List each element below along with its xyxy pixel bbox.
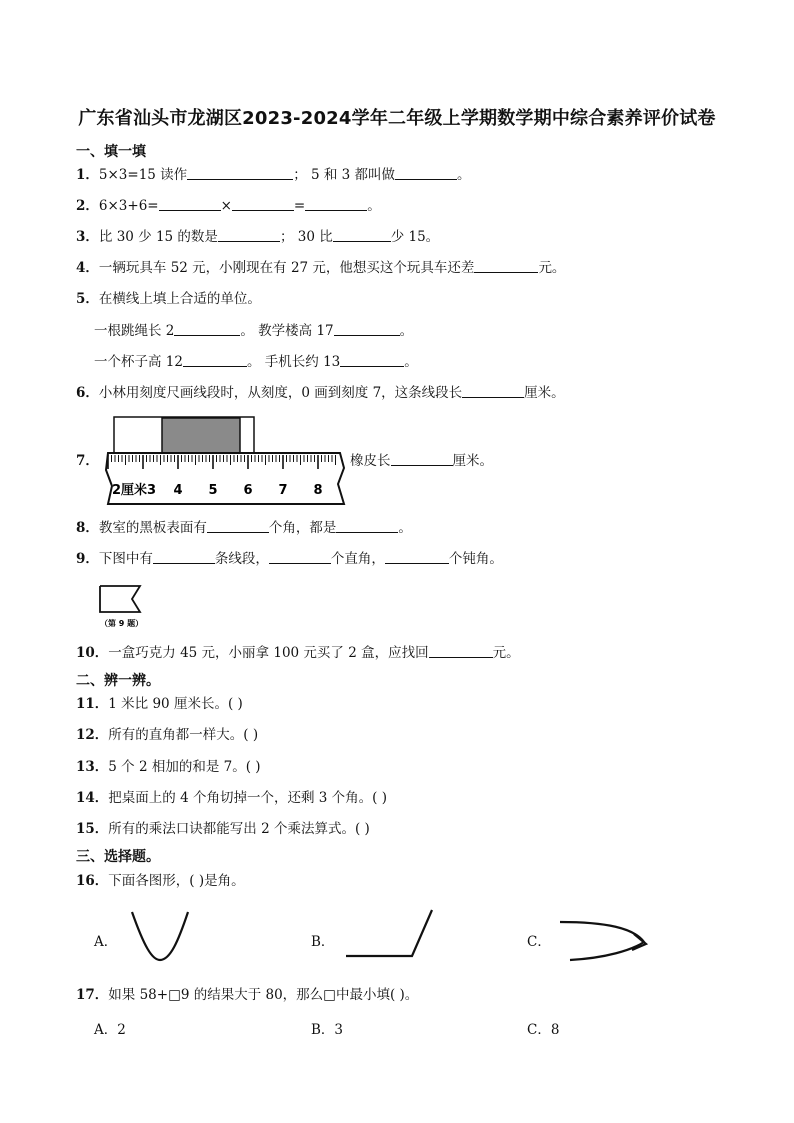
section-heading-judge: 二、辨一辨。 (76, 673, 160, 689)
question-11 (76, 695, 243, 713)
answer-blank[interactable] (269, 550, 331, 564)
question-text: 。 (404, 354, 418, 370)
question-text: 下图中有 (98, 551, 153, 567)
question-text: 个角，都是 (268, 520, 337, 536)
answer-blank[interactable] (207, 519, 269, 533)
answer-blank[interactable] (183, 353, 247, 367)
question-5-row-1 (94, 322, 413, 340)
answer-blank[interactable] (385, 550, 449, 564)
question-number: 7． (76, 453, 99, 469)
question-text: ； 30 比 (279, 229, 333, 245)
section-heading-choice: 三、选择题。 (76, 849, 160, 865)
question-text: 一个杯子高 12 (94, 354, 183, 370)
question-text: 元。 (492, 645, 520, 661)
question-number: 12． (76, 727, 109, 743)
question-17 (76, 986, 418, 1004)
question-text: 。 教学楼高 17 (240, 323, 334, 339)
question-text: 1 米比 90 厘米长。( ) (108, 696, 243, 712)
question-15 (76, 820, 370, 838)
question-5-row-2 (94, 353, 418, 371)
question-number: 6． (76, 385, 99, 401)
question-3 (76, 228, 439, 246)
question-text: 。 手机长约 13 (246, 354, 341, 370)
question-text: 少 15。 (390, 229, 440, 245)
question-number: 15． (76, 821, 109, 837)
answer-blank[interactable] (232, 197, 294, 211)
option-c-arrow-shape (556, 910, 656, 970)
u-curve (132, 912, 188, 960)
question-number: 14． (76, 790, 109, 806)
question-text: 厘米。 (524, 385, 565, 401)
ruler-figure (104, 414, 344, 504)
question-number: 16． (76, 873, 109, 889)
question-number: 13． (76, 759, 109, 775)
ruler-tick-label: 7 (278, 483, 288, 498)
figure-caption: （第 9 题） (100, 619, 144, 628)
question-text: ； 5 和 3 都叫做 (293, 167, 396, 183)
answer-blank[interactable] (153, 550, 215, 564)
question-text: 所有的直角都一样大。( ) (108, 727, 259, 743)
answer-blank[interactable] (391, 452, 453, 466)
question-text: 。 (367, 198, 381, 214)
question-number: 3． (76, 229, 99, 245)
question-text: 一盒巧克力 45 元，小丽拿 100 元买了 2 盒，应找回 (108, 645, 429, 661)
question-text: 一辆玩具车 52 元，小刚现在有 27 元，他想买这个玩具车还差 (98, 260, 475, 276)
question-text: 。 (398, 520, 412, 536)
arc-line (560, 922, 644, 960)
question-text: 个直角， (330, 551, 385, 567)
answer-blank[interactable] (218, 228, 280, 242)
answer-blank[interactable] (174, 322, 240, 336)
ruler-tick-label: 4 (173, 483, 183, 498)
question-text: 元。 (538, 260, 566, 276)
option-b-angle-shape (340, 904, 440, 964)
option-a-label[interactable]: A． (94, 934, 118, 950)
page-title: 广东省汕头市龙湖区2023-2024学年二年级上学期数学期中综合素养评价试卷 (78, 108, 716, 129)
answer-blank[interactable] (395, 166, 457, 180)
answer-blank[interactable] (187, 166, 293, 180)
question-9 (76, 550, 503, 568)
option-c[interactable]: C．8 (527, 1022, 560, 1038)
question-text: 5 个 2 相加的和是 7。( ) (108, 759, 261, 775)
question-7-text (350, 452, 493, 470)
question-text: 。 (457, 167, 471, 183)
question-text: 。 (399, 323, 414, 339)
question-number: 8． (76, 520, 99, 536)
question-number: 2． (76, 198, 99, 214)
question-text: 个钝角。 (448, 551, 503, 567)
question-text: 比 30 少 15 的数是 (98, 229, 218, 245)
question-text: 下面各图形，( )是角。 (108, 873, 245, 889)
question-number: 4． (76, 260, 99, 276)
answer-blank[interactable] (305, 197, 367, 211)
question-8 (76, 519, 412, 537)
answer-blank[interactable] (334, 322, 400, 336)
question-text: 一根跳绳长 2 (94, 323, 175, 339)
question-number: 17． (76, 987, 109, 1003)
ruler-tick-label: 6 (243, 483, 253, 498)
question-10 (76, 644, 520, 662)
option-a-curve-shape (126, 906, 196, 966)
question-14 (76, 789, 387, 807)
question-number: 9． (76, 551, 99, 567)
question-text: 厘米。 (452, 453, 493, 469)
question-text: 在横线上填上合适的单位。 (98, 291, 261, 307)
question-text: 教室的黑板表面有 (98, 520, 207, 536)
flag-shape (100, 586, 140, 612)
question-text: = (293, 198, 306, 214)
question-text: 所有的乘法口诀都能写出 2 个乘法算式。( ) (108, 821, 370, 837)
ruler-label: 2厘米3 (112, 483, 157, 498)
answer-blank[interactable] (340, 353, 404, 367)
question-13 (76, 758, 261, 776)
eraser-shape (162, 418, 240, 453)
option-c-label[interactable]: C． (527, 934, 551, 950)
question-1 (76, 166, 471, 184)
answer-blank[interactable] (159, 197, 221, 211)
answer-blank[interactable] (336, 519, 398, 533)
option-a[interactable]: A．2 (94, 1022, 126, 1038)
question-number: 1． (76, 167, 99, 183)
answer-blank[interactable] (474, 259, 538, 273)
question-5 (76, 290, 261, 308)
ruler-tick-label: 5 (208, 483, 218, 498)
angle-lines (346, 910, 432, 956)
question-6 (76, 384, 565, 402)
ruler-tick-label: 8 (313, 483, 323, 498)
question-text: 6×3+6= (98, 198, 159, 214)
question-2 (76, 197, 381, 215)
question-number: 11． (76, 696, 109, 712)
question-number: 10． (76, 645, 109, 661)
question-text: × (220, 198, 232, 214)
question-4 (76, 259, 565, 277)
question-text: 5×3=15 读作 (98, 167, 188, 183)
question-7-number (76, 452, 99, 470)
question-text: 橡皮长 (350, 453, 391, 469)
question-16 (76, 872, 245, 890)
question-number: 5． (76, 291, 99, 307)
question-text: 如果 58+□9 的结果大于 80，那么□中最小填( )。 (108, 987, 419, 1003)
answer-blank[interactable] (429, 644, 493, 658)
option-b[interactable]: B．3 (311, 1022, 344, 1038)
question-text: 小林用刻度尺画线段时，从刻度，0 画到刻度 7，这条线段长 (98, 385, 463, 401)
flag-shape-figure (96, 578, 156, 628)
question-12 (76, 726, 258, 744)
answer-blank[interactable] (333, 228, 391, 242)
option-b-label[interactable]: B． (311, 934, 335, 950)
question-text: 条线段， (214, 551, 269, 567)
answer-blank[interactable] (462, 384, 524, 398)
section-heading-fill: 一、填一填 (76, 144, 146, 160)
question-text: 把桌面上的 4 个角切掉一个，还剩 3 个角。( ) (108, 790, 387, 806)
